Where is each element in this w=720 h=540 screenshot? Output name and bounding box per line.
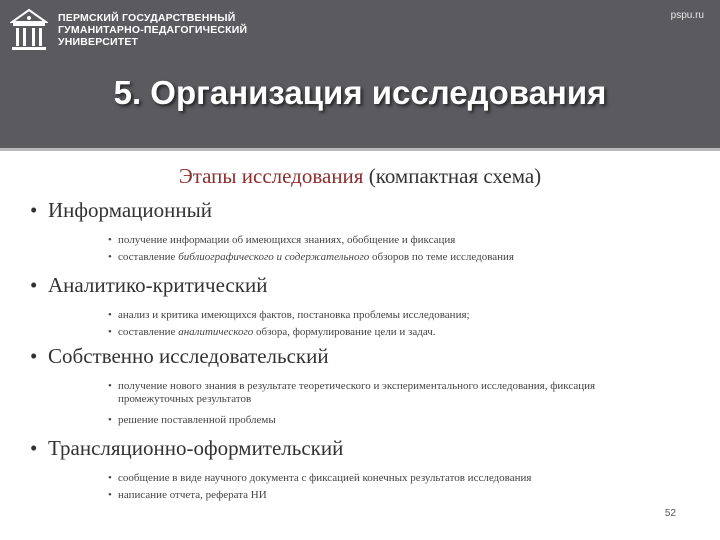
- header-banner: [0, 0, 720, 148]
- item-text: получение нового знания в результате теоретического и экспериментального исследования, фиксация промежуточных результатов: [118, 380, 596, 405]
- item-text: анализ и критика имеющихся фактов, постановка проблемы исследования;: [118, 309, 470, 321]
- item-text: сообщение в виде научного документа с фиксацией конечных результатов исследования: [118, 472, 532, 484]
- page-number: 52: [664, 508, 676, 519]
- item-text: написание отчета, реферата НИ: [118, 489, 267, 501]
- item-text: обзора, формулирование цели и задач.: [253, 326, 436, 338]
- item-text: составление: [118, 326, 179, 338]
- university-name: [58, 12, 247, 48]
- list-item: • составление аналитического обзора, формулирование цели и задач.: [108, 326, 436, 338]
- university-line: ПЕРМСКИЙ ГОСУДАРСТВЕННЫЙ: [58, 12, 236, 24]
- section-heading: • Собственно исследовательский: [30, 344, 329, 368]
- item-text: получение информации об имеющихся знаниях, обобщение и фиксация: [118, 234, 456, 246]
- slide-subtitle: [0, 164, 720, 189]
- italic-text: библиографического и содержательного: [178, 251, 370, 263]
- item-text: составление: [118, 251, 179, 263]
- university-line: ГУМАНИТАРНО-ПЕДАГОГИЧЕСКИЙ: [58, 24, 248, 36]
- item-text: решение поставленной проблемы: [118, 414, 276, 426]
- list-item: • получение нового знания в результате теоретического и экспериментального исследования, фиксация промежуточных результатов: [108, 380, 596, 405]
- header-divider: [0, 148, 720, 151]
- university-line: УНИВЕРСИТЕТ: [58, 36, 139, 48]
- list-item: • решение поставленной проблемы: [108, 414, 276, 426]
- item-text: обзоров по теме исследования: [369, 251, 514, 263]
- university-building-icon: [10, 8, 48, 54]
- subtitle-rest: (компактная схема): [363, 164, 542, 188]
- section-heading: • Информационный: [30, 198, 212, 222]
- italic-text: аналитического: [178, 326, 254, 338]
- list-item: • сообщение в виде научного документа с фиксацией конечных результатов исследования: [108, 472, 532, 484]
- list-item: • анализ и критика имеющихся фактов, постановка проблемы исследования;: [108, 309, 470, 321]
- list-item: • получение информации об имеющихся знаниях, обобщение и фиксация: [108, 234, 456, 246]
- list-item: • составление библиографического и содержательного обзоров по теме исследования: [108, 251, 514, 263]
- subtitle-highlight: Этапы исследования: [178, 164, 364, 188]
- slide-title: 5. Организация исследования: [113, 74, 607, 111]
- list-item: • написание отчета, реферата НИ: [108, 489, 267, 501]
- section-heading: • Аналитико-критический: [30, 273, 268, 297]
- site-url[interactable]: pspu.ru: [670, 10, 704, 21]
- section-heading: • Трансляционно-оформительский: [30, 436, 344, 460]
